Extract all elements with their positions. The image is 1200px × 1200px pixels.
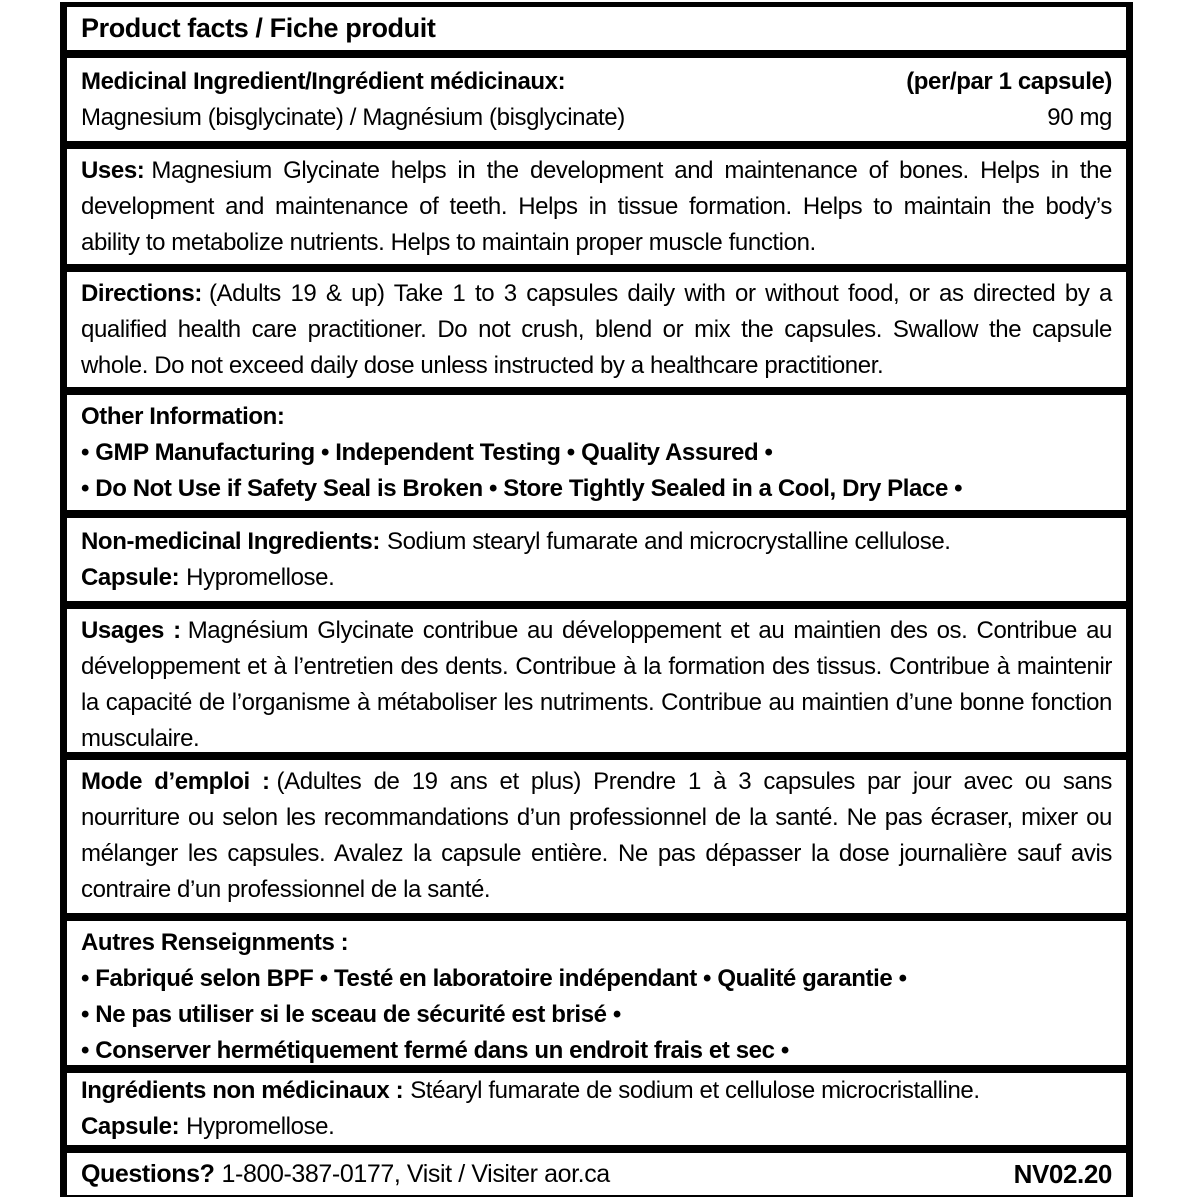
autres-renseignments-bullet: • Conserver hermétiquement fermé dans un endroit frais et sec • — [81, 1037, 789, 1064]
capsule-line-fr — [81, 1109, 1112, 1145]
mode-emploi-text: (Adultes de 19 ans et plus) Prendre 1 à 3 capsules par jour avec ou sans nourriture ou selon les recommandations d’un professionnel de la santé. Ne pas écraser, mixer ou mélanger les capsules. Avalez la capsule entière. Ne pas dépasser la dose journalière sauf avis contraire d’un professionnel de la santé. — [81, 768, 1112, 903]
ingredient-name: Magnesium (bisglycinate) / Magnésium (bisglycinate) — [81, 103, 625, 131]
ingredients-non-medicinaux-label: Ingrédients non médicinaux : — [81, 1077, 404, 1104]
section-divider — [67, 1145, 1126, 1153]
footer-section — [67, 1153, 1126, 1195]
autres-renseignments-bullet: • Ne pas utiliser si le sceau de sécurité est brisé • — [81, 1001, 621, 1028]
other-information-section — [67, 395, 1126, 510]
uses-section — [67, 149, 1126, 264]
mode-emploi-section — [67, 760, 1126, 913]
uses-paragraph — [81, 153, 1112, 261]
panel-title-section — [67, 7, 1126, 50]
directions-label: Directions: — [81, 280, 202, 307]
capsule-line — [81, 560, 1112, 596]
other-information-heading: Other Information: — [81, 403, 285, 430]
usages-text: Magnésium Glycinate contribue au développement et au maintien des os. Contribue au développement et à l’entretien des dents. Contribue à la formation des tissus. Contribue à maintenir la capacité de l’organisme à métaboliser les nutriments. Contribue au maintien d’une bonne fonction musculaire. — [81, 617, 1112, 752]
other-information-bullet: • Do Not Use if Safety Seal is Broken • Store Tightly Sealed in a Cool, Dry Place • — [81, 475, 963, 502]
non-medicinal-text: Sodium stearyl fumarate and microcrystalline cellulose. — [386, 527, 951, 555]
section-divider — [67, 141, 1126, 149]
non-medicinal-label: Non-medicinal Ingredients: — [81, 527, 380, 555]
per-capsule-label: (per/par 1 capsule) — [906, 67, 1112, 95]
directions-text: (Adults 19 & up) Take 1 to 3 capsules daily with or without food, or as directed by a qualified health care practitioner. Do not crush, blend or mix the capsules. Swallow the capsule whole. Do not exceed daily dose unless instructed by a healthcare practitioner. — [81, 280, 1112, 379]
autres-renseignments-section — [67, 921, 1126, 1065]
non-medicinal-line — [81, 524, 1112, 560]
directions-section — [67, 272, 1126, 387]
questions-label: Questions? — [81, 1159, 215, 1188]
usages-section — [67, 609, 1126, 752]
section-divider — [67, 510, 1126, 518]
footer-contact-line — [81, 1160, 610, 1189]
product-facts-panel — [60, 2, 1133, 1197]
ingredient-amount: 90 mg — [1047, 103, 1112, 131]
section-divider — [67, 50, 1126, 58]
section-divider — [67, 387, 1126, 395]
capsule-text: Hypromellose. — [186, 563, 335, 591]
mode-emploi-paragraph — [81, 764, 1112, 908]
section-divider — [67, 601, 1126, 609]
other-information-bullet: • GMP Manufacturing • Independent Testing • Quality Assured • — [81, 439, 773, 466]
mode-emploi-label: Mode d’emploi : — [81, 768, 270, 795]
uses-label: Uses: — [81, 157, 145, 184]
section-divider — [67, 913, 1126, 921]
directions-paragraph — [81, 276, 1112, 384]
ingredients-non-medicinaux-section — [67, 1073, 1126, 1145]
section-divider — [67, 1065, 1126, 1073]
uses-text: Magnesium Glycinate helps in the development and maintenance of bones. Helps in the development and maintenance of teeth. Helps in tissue formation. Helps to maintain the body’s ability to metabolize nutrients. Helps to maintain proper muscle function. — [81, 157, 1112, 256]
version-code: NV02.20 — [1013, 1158, 1112, 1189]
autres-renseignments-bullet: • Fabriqué selon BPF • Testé en laboratoire indépendant • Qualité garantie • — [81, 965, 907, 992]
usages-label: Usages : — [81, 617, 181, 644]
footer-contact: 1-800-387-0177, Visit / Visiter aor.ca — [221, 1159, 610, 1188]
medicinal-ingredient-section — [67, 58, 1126, 141]
capsule-text-fr: Hypromellose. — [186, 1113, 335, 1140]
usages-paragraph — [81, 613, 1112, 752]
ingredients-non-medicinaux-text: Stéaryl fumarate de sodium et cellulose microcristalline. — [410, 1077, 980, 1104]
section-divider — [67, 264, 1126, 272]
capsule-label: Capsule: — [81, 563, 180, 591]
non-medicinal-section — [67, 518, 1126, 601]
panel-title: Product facts / Fiche produit — [81, 13, 436, 43]
section-divider — [67, 752, 1126, 760]
medicinal-heading: Medicinal Ingredient/Ingrédient médicinaux: — [81, 67, 566, 95]
ingredients-non-medicinaux-line — [81, 1073, 1112, 1109]
capsule-label-fr: Capsule: — [81, 1113, 180, 1140]
autres-renseignments-heading: Autres Renseignments : — [81, 929, 349, 956]
